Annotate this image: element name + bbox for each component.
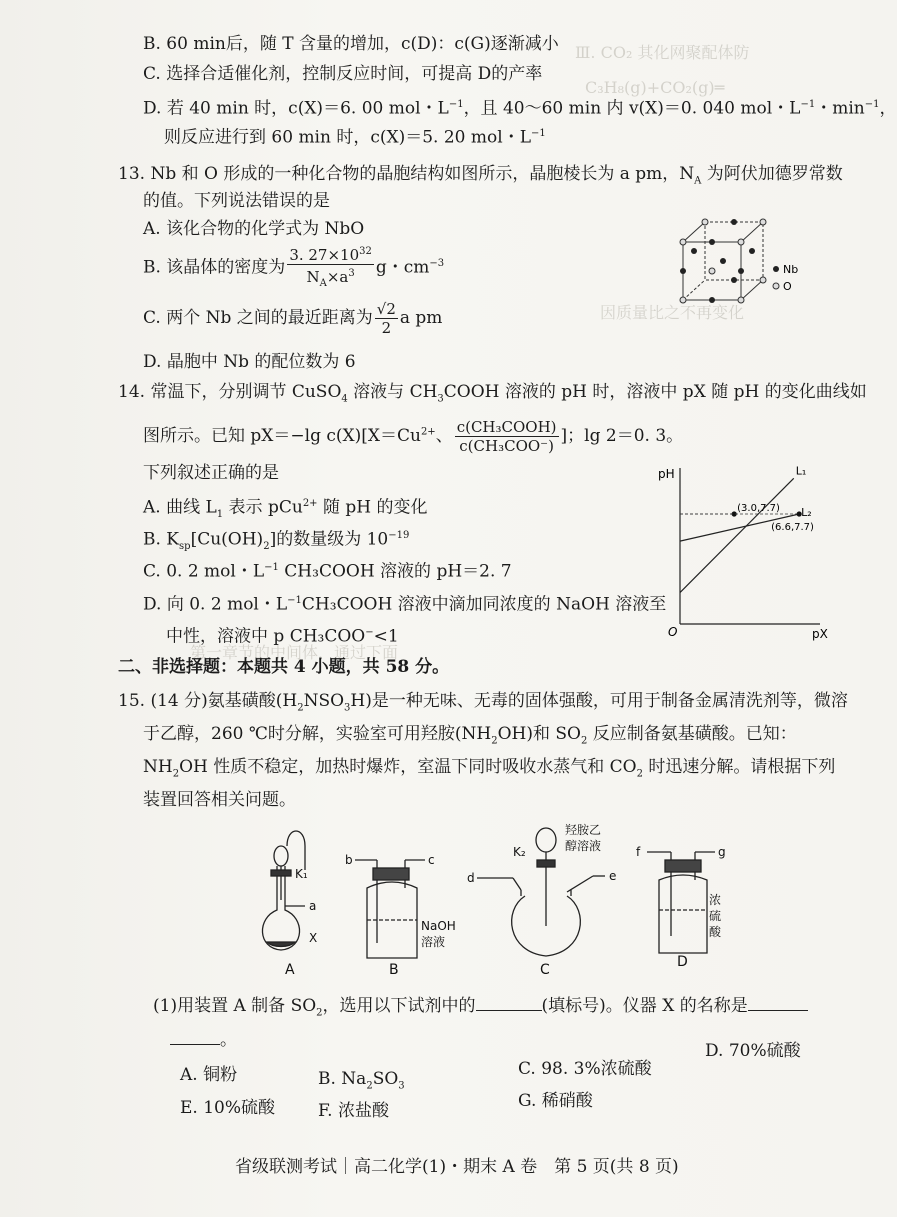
- q14-option-b: B. $K_{sp}[Cu(OH)_2]$的数量级为 $10^{-19}$: [143, 529, 410, 553]
- label-k2: K₂: [513, 845, 526, 859]
- label-conc-3: 酸: [709, 925, 722, 939]
- q12-option-d-line2: 则反应进行到 60 min 时，c(X)＝5. 20 mol・$L^{-1}$: [164, 127, 546, 148]
- apparatus-d: [647, 852, 715, 953]
- label-hydroxylamine-2: 醇溶液: [565, 839, 602, 853]
- density-fraction: $\frac{3. 27\times 10^{32}}{N_A\times a^3}$: [287, 243, 374, 293]
- apparatus-diagram: [255, 818, 735, 978]
- q14-ask: 下列叙述正确的是: [143, 463, 279, 483]
- label-conc-2: 硫: [709, 909, 722, 923]
- page-footer: 省级联测考试｜高二化学(1)・期末 A 卷 第 5 页(共 8 页): [235, 1157, 679, 1177]
- q14-option-c: C. 0. 2 mol・$L^{-1}$ CH₃COOH 溶液的 pH＝2. 7: [143, 561, 512, 582]
- q12-option-d-line1: D. 若 40 min 时，c(X)＝6. 00 mol・$L^{-1}$，且 40～60 min 内 v(X)＝0. 040 mol・$L^{-1}$・$\min^{-1}$，: [143, 98, 897, 119]
- option-a: A. 铜粉: [180, 1065, 238, 1085]
- bleed-through-text: 第一章节的中间体，通过下面: [190, 643, 399, 662]
- o-legend-dot: [773, 283, 779, 289]
- q15-stem-line3: $NH_2OH$ 性质不稳定，加热时爆炸，室温下同时吸收水蒸气和 $CO_2$ 时迅速分解。请根据下列: [143, 757, 836, 780]
- ratio-fraction: $\frac{\text{c(CH₃COOH)}}{\text{c(CH₃COO⁻)}}$: [456, 418, 557, 455]
- bleed-through-text: C₃H₈(g)+CO₂(g)═: [585, 78, 725, 97]
- label-apparatus-c: C: [540, 962, 550, 978]
- option-f: F. 浓盐酸: [318, 1101, 389, 1121]
- q15-sub1: (1)用装置 A 制备 $SO_2$，选用以下试剂中的 (填标号)。仪器 X 的名称是: [153, 994, 808, 1024]
- q14-option-a: A. 曲线 $L_1$ 表示 pCu$^{2+}$ 随 pH 的变化: [143, 497, 428, 521]
- apparatus-a: [262, 831, 305, 950]
- label-apparatus-a: A: [285, 962, 295, 978]
- label-hydroxylamine-1: 羟胺乙: [565, 823, 602, 837]
- ph-px-chart: [640, 462, 828, 642]
- label-b-port: b: [345, 853, 353, 867]
- q13-option-a: A. 该化合物的化学式为 NbO: [143, 219, 365, 239]
- series-label-2: L₂: [801, 506, 812, 519]
- label-apparatus-d: D: [677, 954, 688, 970]
- label-f-port: f: [636, 845, 641, 859]
- q12-option-c: C. 选择合适催化剂，控制反应时间，可提高 D的产率: [143, 64, 543, 84]
- q15-stem-line4: 装置回答相关问题。: [143, 790, 296, 810]
- label-g-port: g: [718, 845, 726, 859]
- series-line-1: [680, 478, 794, 592]
- q15-stem-line1: 15. (14 分)氨基磺酸$(H_2NSO_3H)$是一种无味、无毒的固体强酸，可用于制备金属清洗剂等，微溶: [118, 691, 848, 714]
- q14-option-d-line1: D. 向 0. 2 mol・$L^{-1}CH_3COOH$ 溶液中滴加同浓度的 NaOH 溶液至: [143, 594, 667, 615]
- label-d-port: d: [467, 871, 475, 885]
- bleed-through-text: Ⅲ. CO₂ 其化网聚配体防: [575, 43, 750, 62]
- nb-legend-dot: [773, 266, 779, 272]
- answer-blank-2-cont[interactable]: [170, 1028, 220, 1045]
- option-b: B. $Na_2SO_3$: [318, 1069, 405, 1092]
- section2-heading: 二、非选择题：本题共 4 小题，共 58 分。: [118, 657, 450, 677]
- answer-blank-1[interactable]: [476, 994, 542, 1011]
- crystal-cell-diagram: [665, 212, 805, 312]
- option-d: D. 70%硫酸: [705, 1041, 801, 1061]
- apparatus-b: [355, 860, 425, 958]
- label-apparatus-b: B: [389, 962, 399, 978]
- label-conc-1: 浓: [709, 893, 722, 907]
- label-x: X: [309, 931, 318, 945]
- option-e: E. 10%硫酸: [180, 1098, 276, 1118]
- o-legend-label: O: [783, 280, 792, 293]
- x-axis-label: pX: [812, 627, 828, 641]
- annotation-1: (3.0,7.7): [737, 503, 780, 514]
- nb-legend-label: Nb: [783, 263, 799, 276]
- q13-stem-line1: 13. Nb 和 O 形成的一种化合物的晶胞结构如图所示，晶胞棱长为 a pm，$N_A$ 为阿伏加德罗常数: [118, 164, 843, 187]
- option-c: C. 98. 3%浓硫酸: [518, 1059, 652, 1079]
- origin-label: O: [668, 625, 678, 639]
- label-a: a: [309, 899, 317, 913]
- label-naoh-solution: 溶液: [421, 935, 446, 949]
- q15-stem-line2: 于乙醇，260 ℃时分解，实验室可用羟胺$(NH_2OH)$和 $SO_2$ 反应制备氨基磺酸。已知：: [143, 724, 797, 747]
- q13-option-d: D. 晶胞中 Nb 的配位数为 6: [143, 352, 356, 372]
- q14-stem-line2: 图所示。已知 pX＝−lg $c(X)[X=Cu^{2+}$、 $\frac{\text{c(CH₃COOH)}}{\text{c(CH₃COO⁻)}}$ ]；lg 2＝0. 3。: [143, 418, 684, 455]
- label-naoh: NaOH: [421, 919, 456, 933]
- option-g: G. 稀硝酸: [518, 1091, 593, 1111]
- q13-option-c: C. 两个 Nb 之间的最近距离为 $\frac{√2}{2}$ a pm: [143, 300, 443, 337]
- q13-stem-line2: 的值。下列说法错误的是: [143, 191, 330, 211]
- y-axis-label: pH: [658, 467, 675, 481]
- q12-option-b: B. 60 min后，随 T 含量的增加，c(D)：c(G)逐渐减小: [143, 34, 559, 54]
- bleed-through-text: 因质量比之不再变化: [600, 303, 745, 322]
- q14-option-d-line2: 中性，溶液中 p CH₃COO−<1: [166, 626, 399, 647]
- q13-option-b: B. 该晶体的密度为 $\frac{3. 27\times 10^{32}}{N_A\times a^3}$ g・$cm^{-3}$: [143, 243, 444, 293]
- distance-fraction: $\frac{√2}{2}$: [376, 300, 396, 337]
- label-k1: K₁: [295, 867, 308, 881]
- label-c-port: c: [428, 853, 435, 867]
- q14-stem-line1: 14. 常温下，分别调节 CuSO$_4$ 溶液与 $CH_3COOH$ 溶液的 pH 时，溶液中 pX 随 pH 的变化曲线如: [118, 382, 867, 405]
- annotation-2: (6.6,7.7): [771, 522, 814, 533]
- q15-sub1-end: 。: [170, 1028, 237, 1051]
- series-label-1: L₁: [795, 464, 807, 478]
- answer-blank-2[interactable]: [748, 994, 808, 1011]
- label-e-port: e: [609, 869, 617, 883]
